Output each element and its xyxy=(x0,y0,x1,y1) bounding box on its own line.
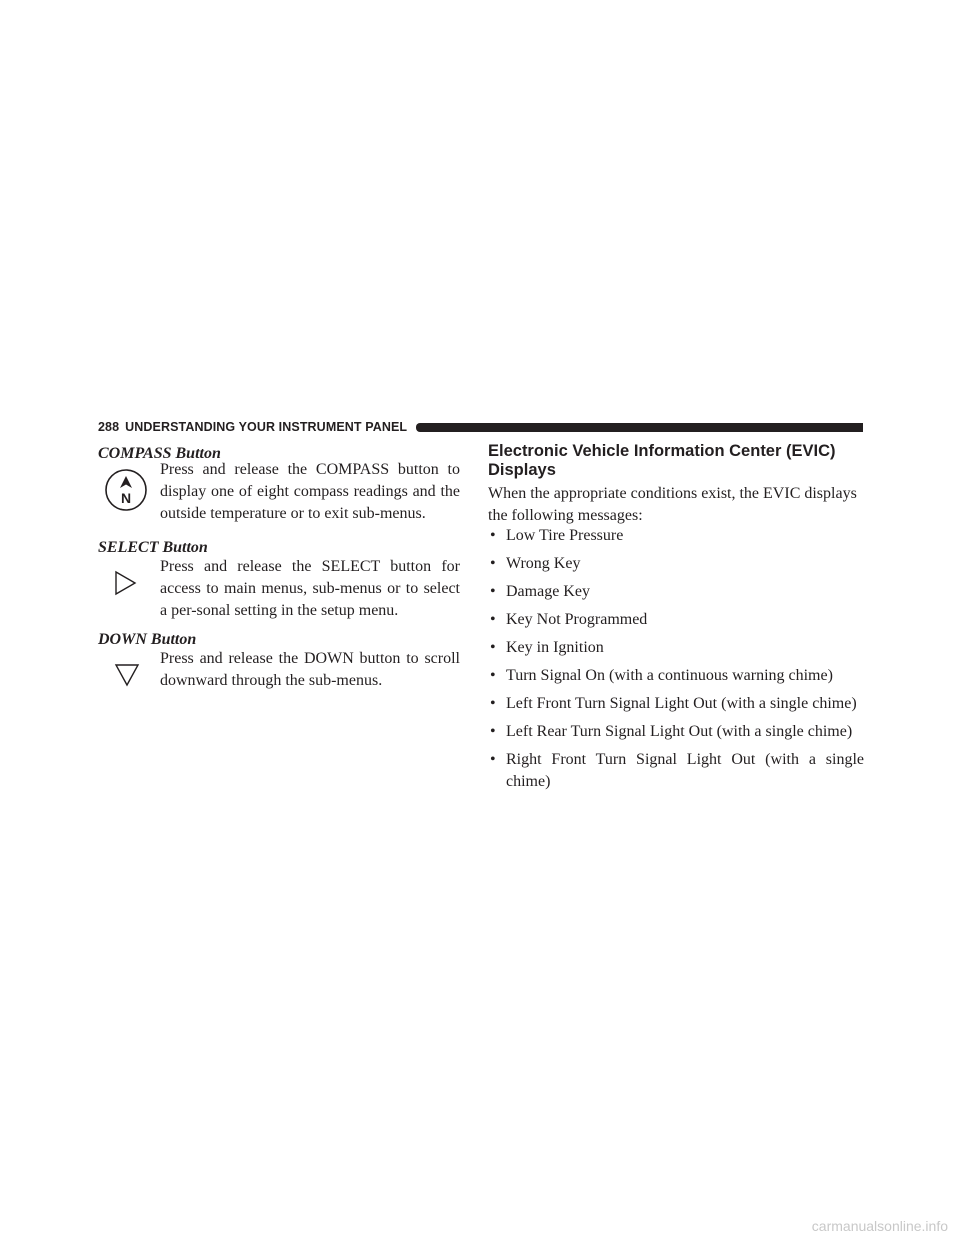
message-text: Key Not Programmed xyxy=(506,611,648,628)
list-item xyxy=(488,749,864,793)
select-button-title: SELECT Button xyxy=(98,539,208,556)
page-header xyxy=(98,418,863,436)
message-text: Wrong Key xyxy=(506,555,581,572)
list-item xyxy=(488,525,864,547)
bullet-icon: • xyxy=(490,583,496,600)
compass-button-description: Press and release the COMPASS button to display one of eight compass readings and the outside temperature or to exit sub-menus. xyxy=(160,461,460,522)
list-item xyxy=(488,665,864,687)
list-item xyxy=(488,581,864,603)
select-button-description: Press and release the SELECT button for access to main menus, sub-menus or to select a per-sonal setting in the setup menu. xyxy=(160,558,460,619)
message-text: Right Front Turn Signal Light Out (with a single chime) xyxy=(506,751,864,790)
select-arrow-icon xyxy=(114,570,138,596)
header-rule xyxy=(416,423,863,432)
bullet-icon: • xyxy=(490,695,496,712)
bullet-icon: • xyxy=(490,723,496,740)
compass-button-title: COMPASS Button xyxy=(98,445,221,462)
page-number: 288 xyxy=(98,420,120,434)
message-text: Key in Ignition xyxy=(506,639,604,656)
section-name: UNDERSTANDING YOUR INSTRUMENT PANEL xyxy=(125,420,408,434)
compass-icon xyxy=(104,468,148,512)
watermark: carmanualsonline.info xyxy=(811,1218,948,1234)
message-text: Damage Key xyxy=(506,583,590,600)
down-button-title: DOWN Button xyxy=(98,631,197,648)
down-button-description: Press and release the DOWN button to scroll downward through the sub-menus. xyxy=(160,650,460,689)
message-text: Turn Signal On (with a continuous warning chime) xyxy=(506,667,833,684)
bullet-icon: • xyxy=(490,611,496,628)
bullet-icon: • xyxy=(490,555,496,572)
compass-icon-letter: N xyxy=(120,490,132,506)
list-item xyxy=(488,721,864,743)
bullet-icon: • xyxy=(490,667,496,684)
bullet-icon: • xyxy=(490,751,496,768)
message-text: Left Rear Turn Signal Light Out (with a single chime) xyxy=(506,723,853,740)
bullet-icon: • xyxy=(490,639,496,656)
header-text xyxy=(98,418,407,436)
list-item xyxy=(488,637,864,659)
down-arrow-icon xyxy=(114,663,140,687)
list-item xyxy=(488,609,864,631)
message-text: Left Front Turn Signal Light Out (with a single chime) xyxy=(506,695,857,712)
list-item xyxy=(488,693,864,715)
evic-message-list xyxy=(488,525,864,799)
message-text: Low Tire Pressure xyxy=(506,527,624,544)
evic-intro: When the appropriate conditions exist, the EVIC displays the following messages: xyxy=(488,485,857,524)
list-item xyxy=(488,553,864,575)
evic-section-title: Electronic Vehicle Information Center (EVIC) Displays xyxy=(488,442,836,479)
bullet-icon: • xyxy=(490,527,496,544)
